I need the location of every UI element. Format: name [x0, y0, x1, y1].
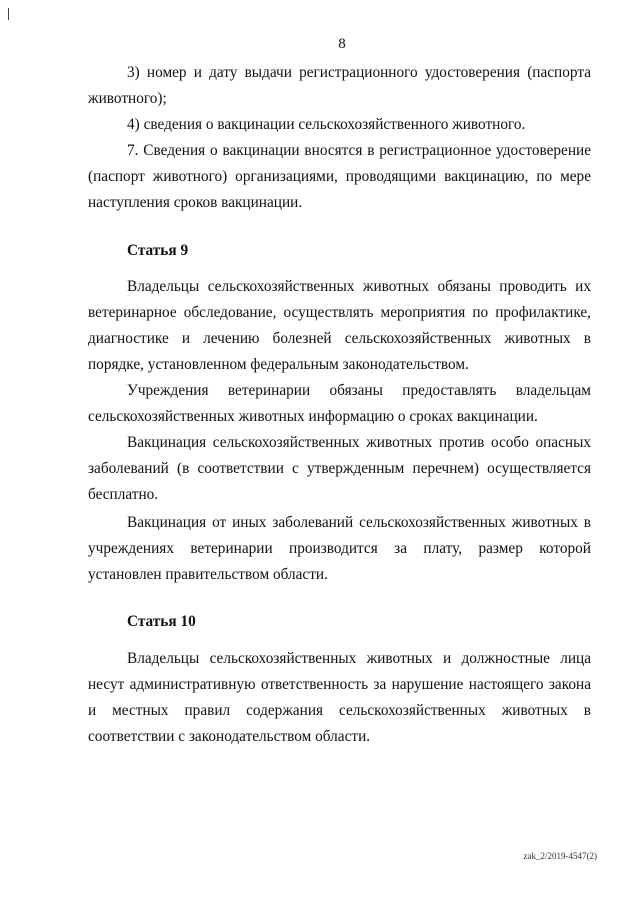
paragraph-point-7: 7. Сведения о вакцинации вносятся в регистрационное удостоверение (паспорт животного) организациями, проводящими вакцинацию, по мере наступления сроков вакцинации.	[88, 142, 591, 211]
article-10-heading: Статья 10	[127, 613, 196, 630]
margin-mark	[8, 8, 9, 20]
paragraph-item-4: 4) сведения о вакцинации сельскохозяйственного животного.	[127, 116, 526, 133]
article-9-paragraph-2: Учреждения ветеринарии обязаны предоставлять владельцам сельскохозяйственных животных информацию о сроках вакцинации.	[88, 382, 591, 425]
article-9-heading: Статья 9	[127, 242, 189, 259]
article-9-paragraph-1: Владельцы сельскохозяйственных животных обязаны проводить их ветеринарное обследование, осуществлять мероприятия по профилактике, диагностике и лечению болезней сельскохозяйственных животных в порядке, установленном федеральным законодательством.	[88, 278, 591, 373]
article-10-paragraph-1: Владельцы сельскохозяйственных животных и должностные лица несут административную ответственность за нарушение настоящего закона и местных правил содержания сельскохозяйственных животных в соответствии с законодательством области.	[88, 650, 591, 745]
page-number: 8	[338, 36, 346, 52]
paragraph-item-3: 3) номер и дату выдачи регистрационного удостоверения (паспорта животного);	[88, 64, 591, 107]
article-9-paragraph-4: Вакцинация от иных заболеваний сельскохозяйственных животных в учреждениях ветеринарии производится за плату, размер которой установлен правительством области.	[88, 514, 591, 583]
article-9-paragraph-3: Вакцинация сельскохозяйственных животных против особо опасных заболеваний (в соответствии с утвержденным перечнем) осуществляется бесплатно.	[88, 434, 591, 503]
document-code: zak_2/2019-4547(2)	[523, 851, 597, 861]
